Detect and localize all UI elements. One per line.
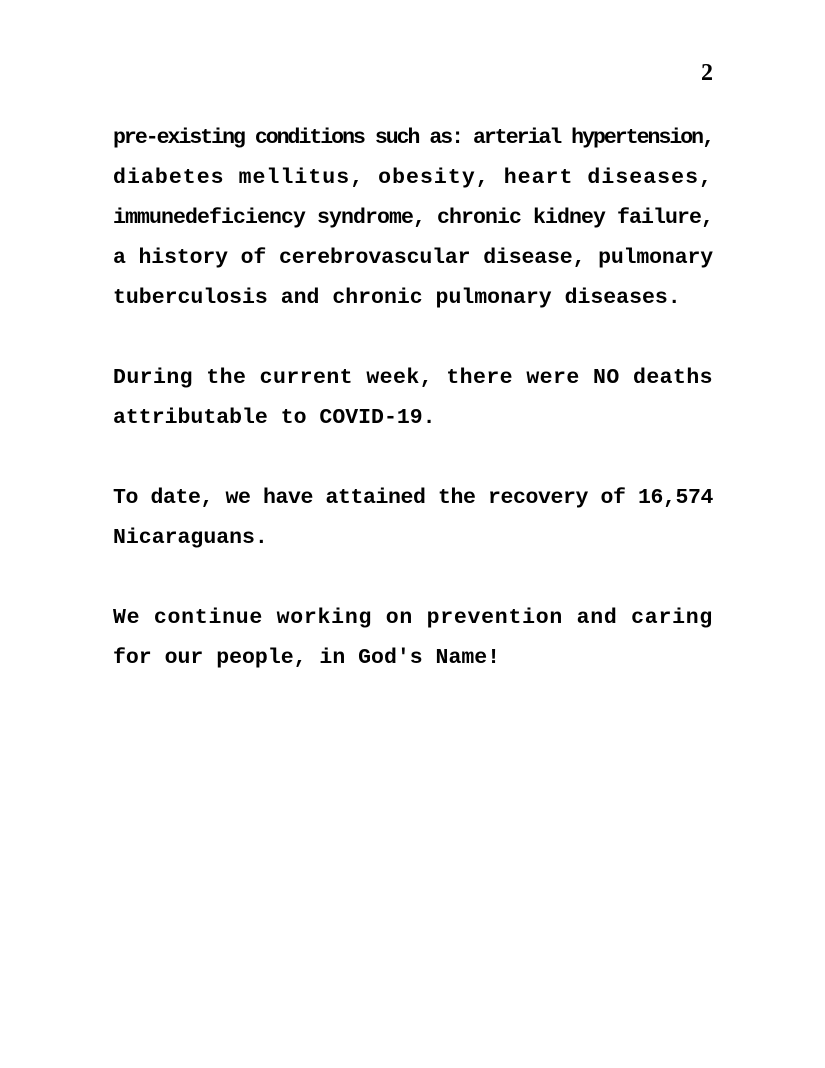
paragraph-recovery-count (113, 478, 713, 558)
document-body (113, 118, 713, 678)
text-line: a history of cerebrovascular disease, pulmonary (113, 246, 713, 270)
text-line: immunedeficiency syndrome, chronic kidney failure, (113, 206, 713, 230)
paragraph-closing (113, 598, 713, 678)
text-line: Nicaraguans. (113, 526, 268, 550)
text-line: for our people, in God's Name! (113, 646, 501, 670)
text-line: pre-existing conditions such as: arterial hypertension, (113, 126, 713, 150)
text-line: attributable to COVID-19. (113, 406, 436, 430)
paragraph-preexisting-conditions (113, 118, 713, 318)
paragraph-gap (113, 318, 713, 358)
page-number: 2 (701, 60, 713, 86)
paragraph-no-deaths (113, 358, 713, 438)
text-line: tuberculosis and chronic pulmonary diseases. (113, 286, 681, 310)
text-line: We continue working on prevention and caring (113, 606, 713, 630)
text-line: During the current week, there were NO deaths (113, 366, 713, 390)
text-line: diabetes mellitus, obesity, heart diseases, (113, 166, 713, 190)
paragraph-gap (113, 438, 713, 478)
text-line: To date, we have attained the recovery of 16,574 (113, 486, 713, 510)
paragraph-gap (113, 558, 713, 598)
